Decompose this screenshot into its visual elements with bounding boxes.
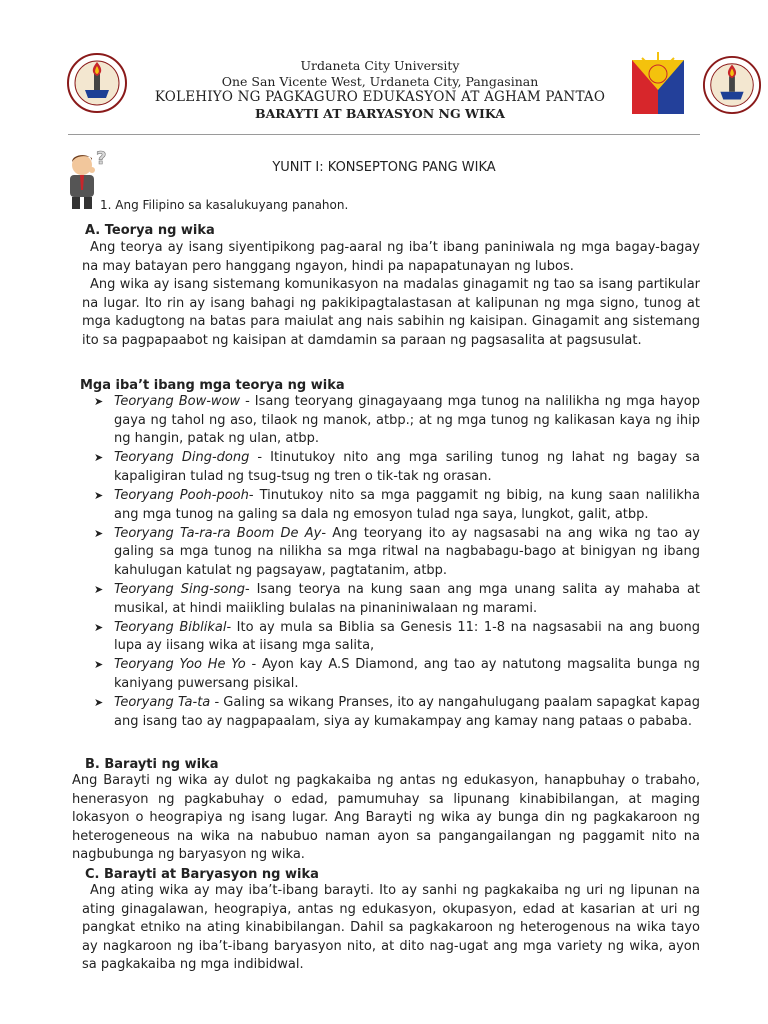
section-c-heading: C. Barayti at Baryasyon ng wika: [85, 867, 319, 882]
bullet-arrow-icon: ➤: [94, 582, 104, 596]
section-a-paragraph-2: [82, 276, 700, 350]
section-c-p1-text: Ang ating wika ay may iba’t-ibang barayti. Ito ay sanhi ng pagkakaiba ng uri ng lipunan na ating ginagalawan, heograpiya, antas ng edukasyon, okupasyon, edad at kasarian at uri ng pangkat etniko na ating kinabibilangan. Dahil sa pagkakaroon ng heterogenous na wika tayo ay nagkaroon ng iba’t-ibang baryasyon nito, at dito nag-ugat ang mga variety ng wika, ayon sa pagkakaiba ng mga indibidwal.: [82, 883, 700, 973]
section-b-heading: B. Barayti ng wika: [85, 757, 219, 772]
university-seal-left: [66, 52, 128, 114]
section-a-p1-text: Ang teorya ay isang siyentipikong pag-aaral ng iba’t ibang paniniwala ng mga bagay-bagay na may batayan pero hanggang ngayon, hindi pa napapatunayan ng lubos.: [82, 240, 700, 274]
bullet-arrow-icon: ➤: [94, 488, 104, 502]
item-1-text: 1. Ang Filipino sa kasalukuyang panahon.: [100, 198, 349, 212]
university-name: Urdaneta City University: [300, 58, 460, 73]
list-item: [94, 525, 700, 581]
bullet-arrow-icon: ➤: [94, 395, 104, 408]
svg-text:?: ?: [96, 148, 107, 169]
list-item: [94, 656, 700, 693]
section-c-paragraph: [82, 882, 700, 975]
theory-name: Teoryang Biblikal: [114, 619, 227, 635]
bullet-arrow-icon: ➤: [94, 620, 104, 634]
theory-description: - Ayon kay A.S Diamond, ang tao ay natutong magsalita bunga ng kaniyang puwersang pisikal.: [114, 657, 700, 691]
course-title: BARAYTI AT BARYASYON NG WIKA: [255, 106, 505, 121]
theories-list: [94, 393, 700, 732]
list-item: [94, 619, 700, 656]
bullet-arrow-icon: ➤: [94, 451, 104, 465]
list-item: [94, 487, 700, 524]
university-address: One San Vicente West, Urdaneta City, Pangasinan: [221, 74, 539, 89]
theories-heading: Mga iba’t ibang mga teorya ng wika: [80, 378, 345, 393]
college-flag-logo: [628, 50, 704, 116]
list-item: [94, 694, 700, 731]
theory-name: Teoryang Pooh-pooh: [114, 487, 249, 503]
theory-name: Teoryang Ta-ta: [114, 695, 211, 710]
section-a-heading: A. Teorya ng wika: [85, 223, 215, 238]
list-item: [94, 581, 700, 618]
theory-description: - Tinutukoy nito sa mga paggamit ng bibig, na kung saan nalilikha ang mga tunog na galing sa dala ng emosyon tulad nga saya, lungkot, galit, atbp.: [114, 487, 700, 522]
theory-description: - Isang teoryang ginagayaang mga tunog na nalilikha ng mga hayop gaya ng tahol ng aso, tilaok ng manok, atbp.; at ng mga tunog ng kalikasan kaya ng ihip ng hangin, patak ng ulan, atbp.: [114, 394, 701, 447]
theory-name: Teoryang Yoo He Yo: [114, 657, 246, 673]
college-name: KOLEHIYO NG PAGKAGURO EDUKASYON AT AGHAM PANTAO: [154, 89, 606, 105]
unit-title: YUNIT I: KONSEPTONG PANG WIKA: [272, 160, 496, 175]
theory-description: - Itinutukoy nito ang mga sariling tunog ng lahat ng bagay sa kapaligiran tulad ng tsug-tsug ng tren o tik-tak ng orasan.: [114, 450, 700, 484]
section-b-paragraph: Ang Barayti ng wika ay dulot ng pagkakaiba ng antas ng edukasyon, hanapbuhay o trabaho, henerasyon ng pagkabuhay o edad, pamumuhay sa lipunang kinabibilangan, at maging lokasyon o heograpiya ng isang lugar. Ang Barayti ng wika ay bunga din ng pagkakaroon ng heterogeneous na wika na nabubuo naman ayon sa pangangailangan ng paggamit nito na nagbubunga ng baryasyon ng wika.: [72, 773, 700, 863]
header-divider: [68, 134, 700, 135]
theory-name: Teoryang Bow-wow: [114, 394, 241, 409]
bullet-arrow-icon: ➤: [94, 658, 104, 672]
section-a-p2-text: Ang wika ay isang sistemang komunikasyon na madalas ginagamit ng tao sa isang partikular na lugar. Ito rin ay isang bahagi ng pakikipagtalastasan at kalipunan ng mga signo, tunog at mga kadugtong na batas para maiulat ang nais sabihin ng kaisipan. Ginagamit ang sistemang ito sa pagpapaabot ng kaisipan at damdamin sa paraan ng pagsasalita at pagsusulat.: [82, 277, 700, 348]
theory-description: - Isang teorya na kung saan ang mga unang salita ay mahaba at musikal, at hindi maiikling bulalas na pinaniniwalaan ng marami.: [114, 581, 701, 616]
theory-description: - Galing sa wikang Pranses, ito ay nangahulugang paalam sapagkat kapag ang isang tao ay nagpapaalam, siya ay kumakampay ang kamay nang pataas o pababa.: [114, 695, 700, 729]
theory-name: Teoryang Ta-ra-ra Boom De Ay: [114, 525, 322, 541]
section-a-paragraph-1: [82, 239, 700, 276]
bullet-arrow-icon: ➤: [94, 696, 104, 709]
list-item: [94, 449, 700, 486]
theory-name: Teoryang Sing-song: [114, 581, 245, 597]
theory-description: - Ang teoryang ito ay nagsasabi na ang wika ng tao ay galing sa mga tunog na nilikha sa mga ritwal na nagbabagu-bago at binigyan ng ibang kahulugan katulat ng pagsayaw, pagtatanim, atbp.: [114, 525, 700, 578]
university-seal-right: [702, 55, 762, 115]
theory-name: Teoryang Ding-dong: [114, 450, 250, 466]
theory-description: - Ito ay mula sa Biblia sa Genesis 11: 1-8 na nagsasabii na ang buong lupa ay iisang wika at iisang mga salita,: [114, 619, 700, 654]
list-item: [94, 393, 700, 449]
bullet-arrow-icon: ➤: [94, 526, 104, 540]
